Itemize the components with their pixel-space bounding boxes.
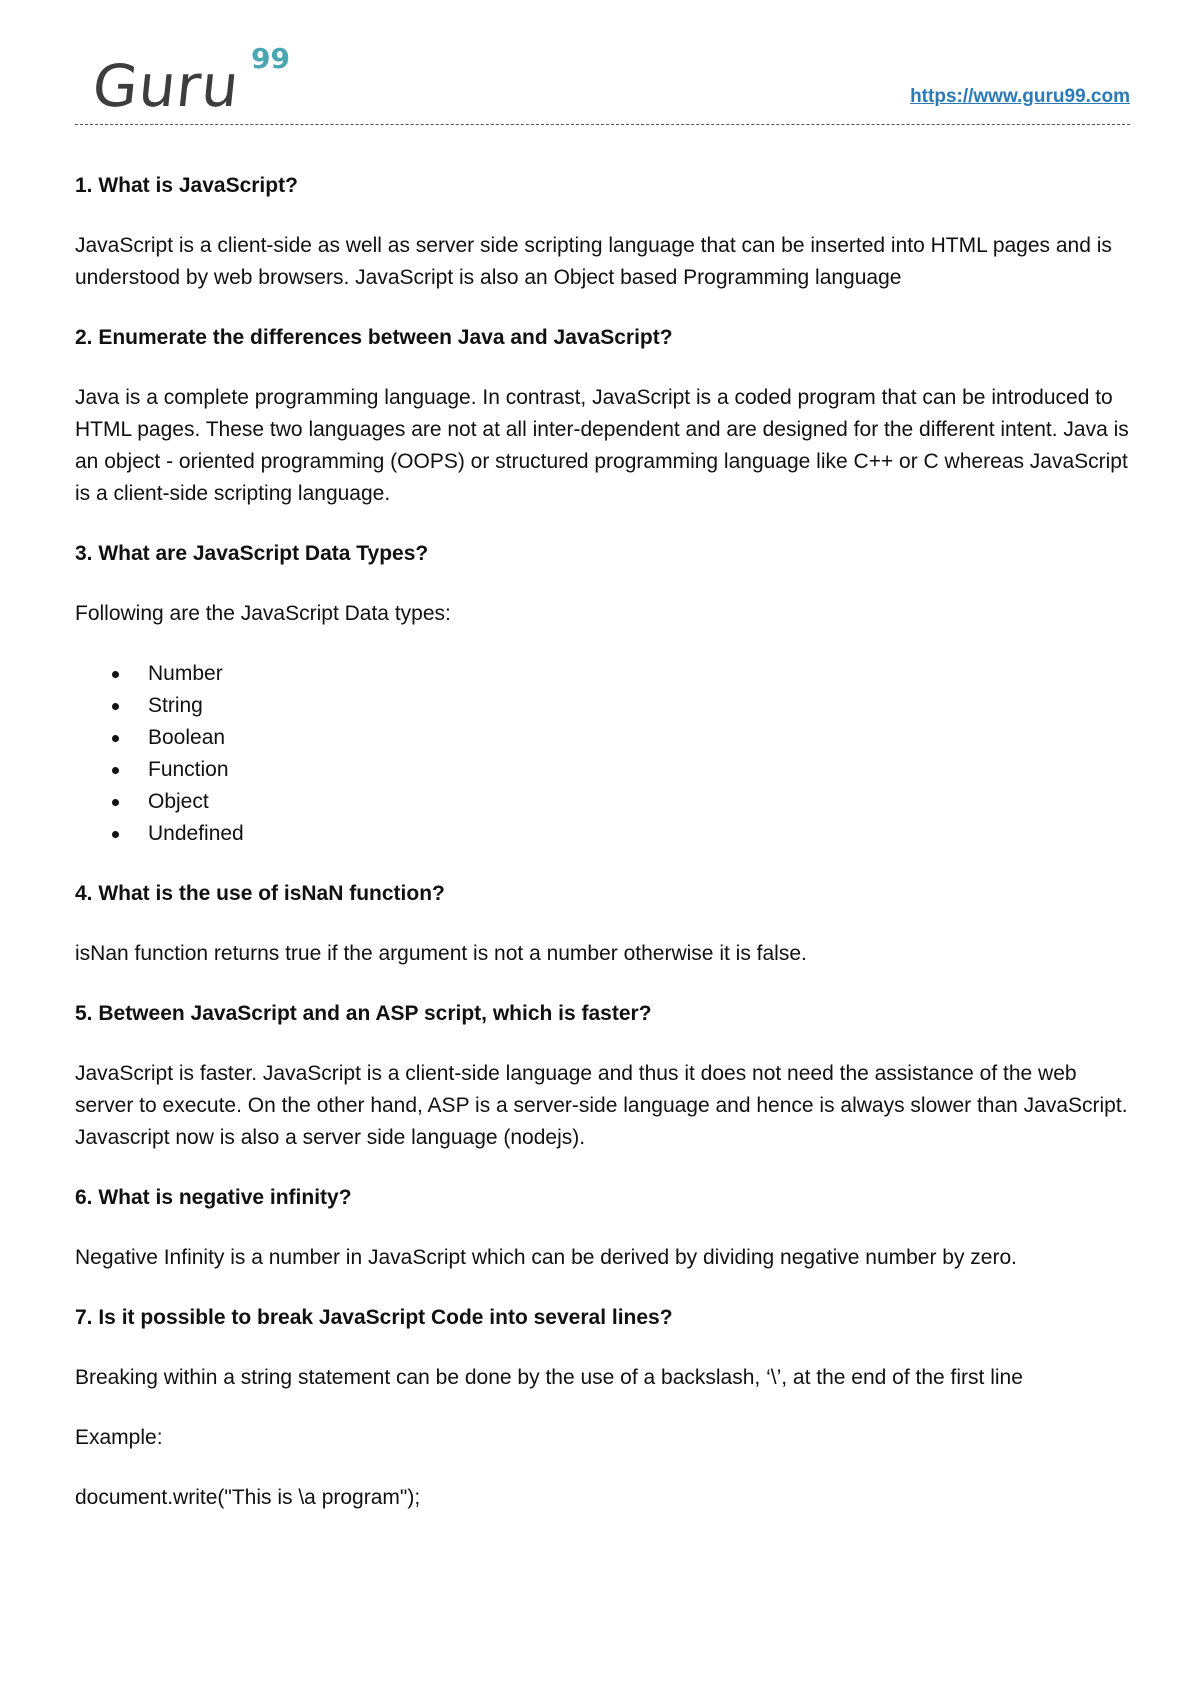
- answer-text: Negative Infinity is a number in JavaScript which can be derived by dividing negative number by zero.: [75, 1246, 1017, 1269]
- answer-text: Following are the JavaScript Data types:: [75, 602, 451, 625]
- question-title: 3. What are JavaScript Data Types?: [75, 542, 429, 565]
- list-item: Number: [148, 658, 1135, 690]
- answer-text: isNan function returns true if the argument is not a number otherwise it is false.: [75, 942, 807, 965]
- data-types-list: [75, 658, 1135, 850]
- logo-text: Guru: [89, 52, 243, 120]
- example-code: document.write("This is \a program");: [75, 1486, 421, 1509]
- question-title: 6. What is negative infinity?: [75, 1186, 352, 1209]
- guru99-logo: [89, 42, 353, 124]
- answer-text: JavaScript is faster. JavaScript is a client-side language and thus it does not need the assistance of the web server to execute. On the other hand, ASP is a server-side language and hence is always slower than JavaScript. Javascript now is also a server side language (nodejs).: [75, 1062, 1128, 1149]
- logo-superscript: 99: [251, 42, 290, 75]
- question-title: 4. What is the use of isNaN function?: [75, 882, 445, 905]
- list-item: Function: [148, 754, 1135, 786]
- example-label: Example:: [75, 1426, 163, 1449]
- answer-text: JavaScript is a client-side as well as server side scripting language that can be inserted into HTML pages and is understood by web browsers. JavaScript is also an Object based Programming language: [75, 234, 1112, 289]
- page-header: [75, 40, 1130, 130]
- answer-text: Java is a complete programming language. In contrast, JavaScript is a coded program that can be introduced to HTML pages. These two languages are not at all inter-dependent and are designed for the different intent. Java is an object - oriented programming (OOPS) or structured programming language like C++ or C whereas JavaScript is a client-side scripting language.: [75, 386, 1129, 505]
- answer-text: Breaking within a string statement can be done by the use of a backslash, ‘\’, at the end of the first line: [75, 1366, 1023, 1389]
- question-title: 5. Between JavaScript and an ASP script, which is faster?: [75, 1002, 652, 1025]
- question-title: 7. Is it possible to break JavaScript Code into several lines?: [75, 1306, 673, 1329]
- document-body: [75, 170, 1135, 1542]
- list-item: Object: [148, 786, 1135, 818]
- list-item: Undefined: [148, 818, 1135, 850]
- list-item: String: [148, 690, 1135, 722]
- site-url-link[interactable]: https://www.guru99.com: [910, 86, 1130, 107]
- list-item: Boolean: [148, 722, 1135, 754]
- header-divider: [75, 124, 1130, 125]
- question-title: 1. What is JavaScript?: [75, 174, 298, 197]
- question-title: 2. Enumerate the differences between Java and JavaScript?: [75, 326, 673, 349]
